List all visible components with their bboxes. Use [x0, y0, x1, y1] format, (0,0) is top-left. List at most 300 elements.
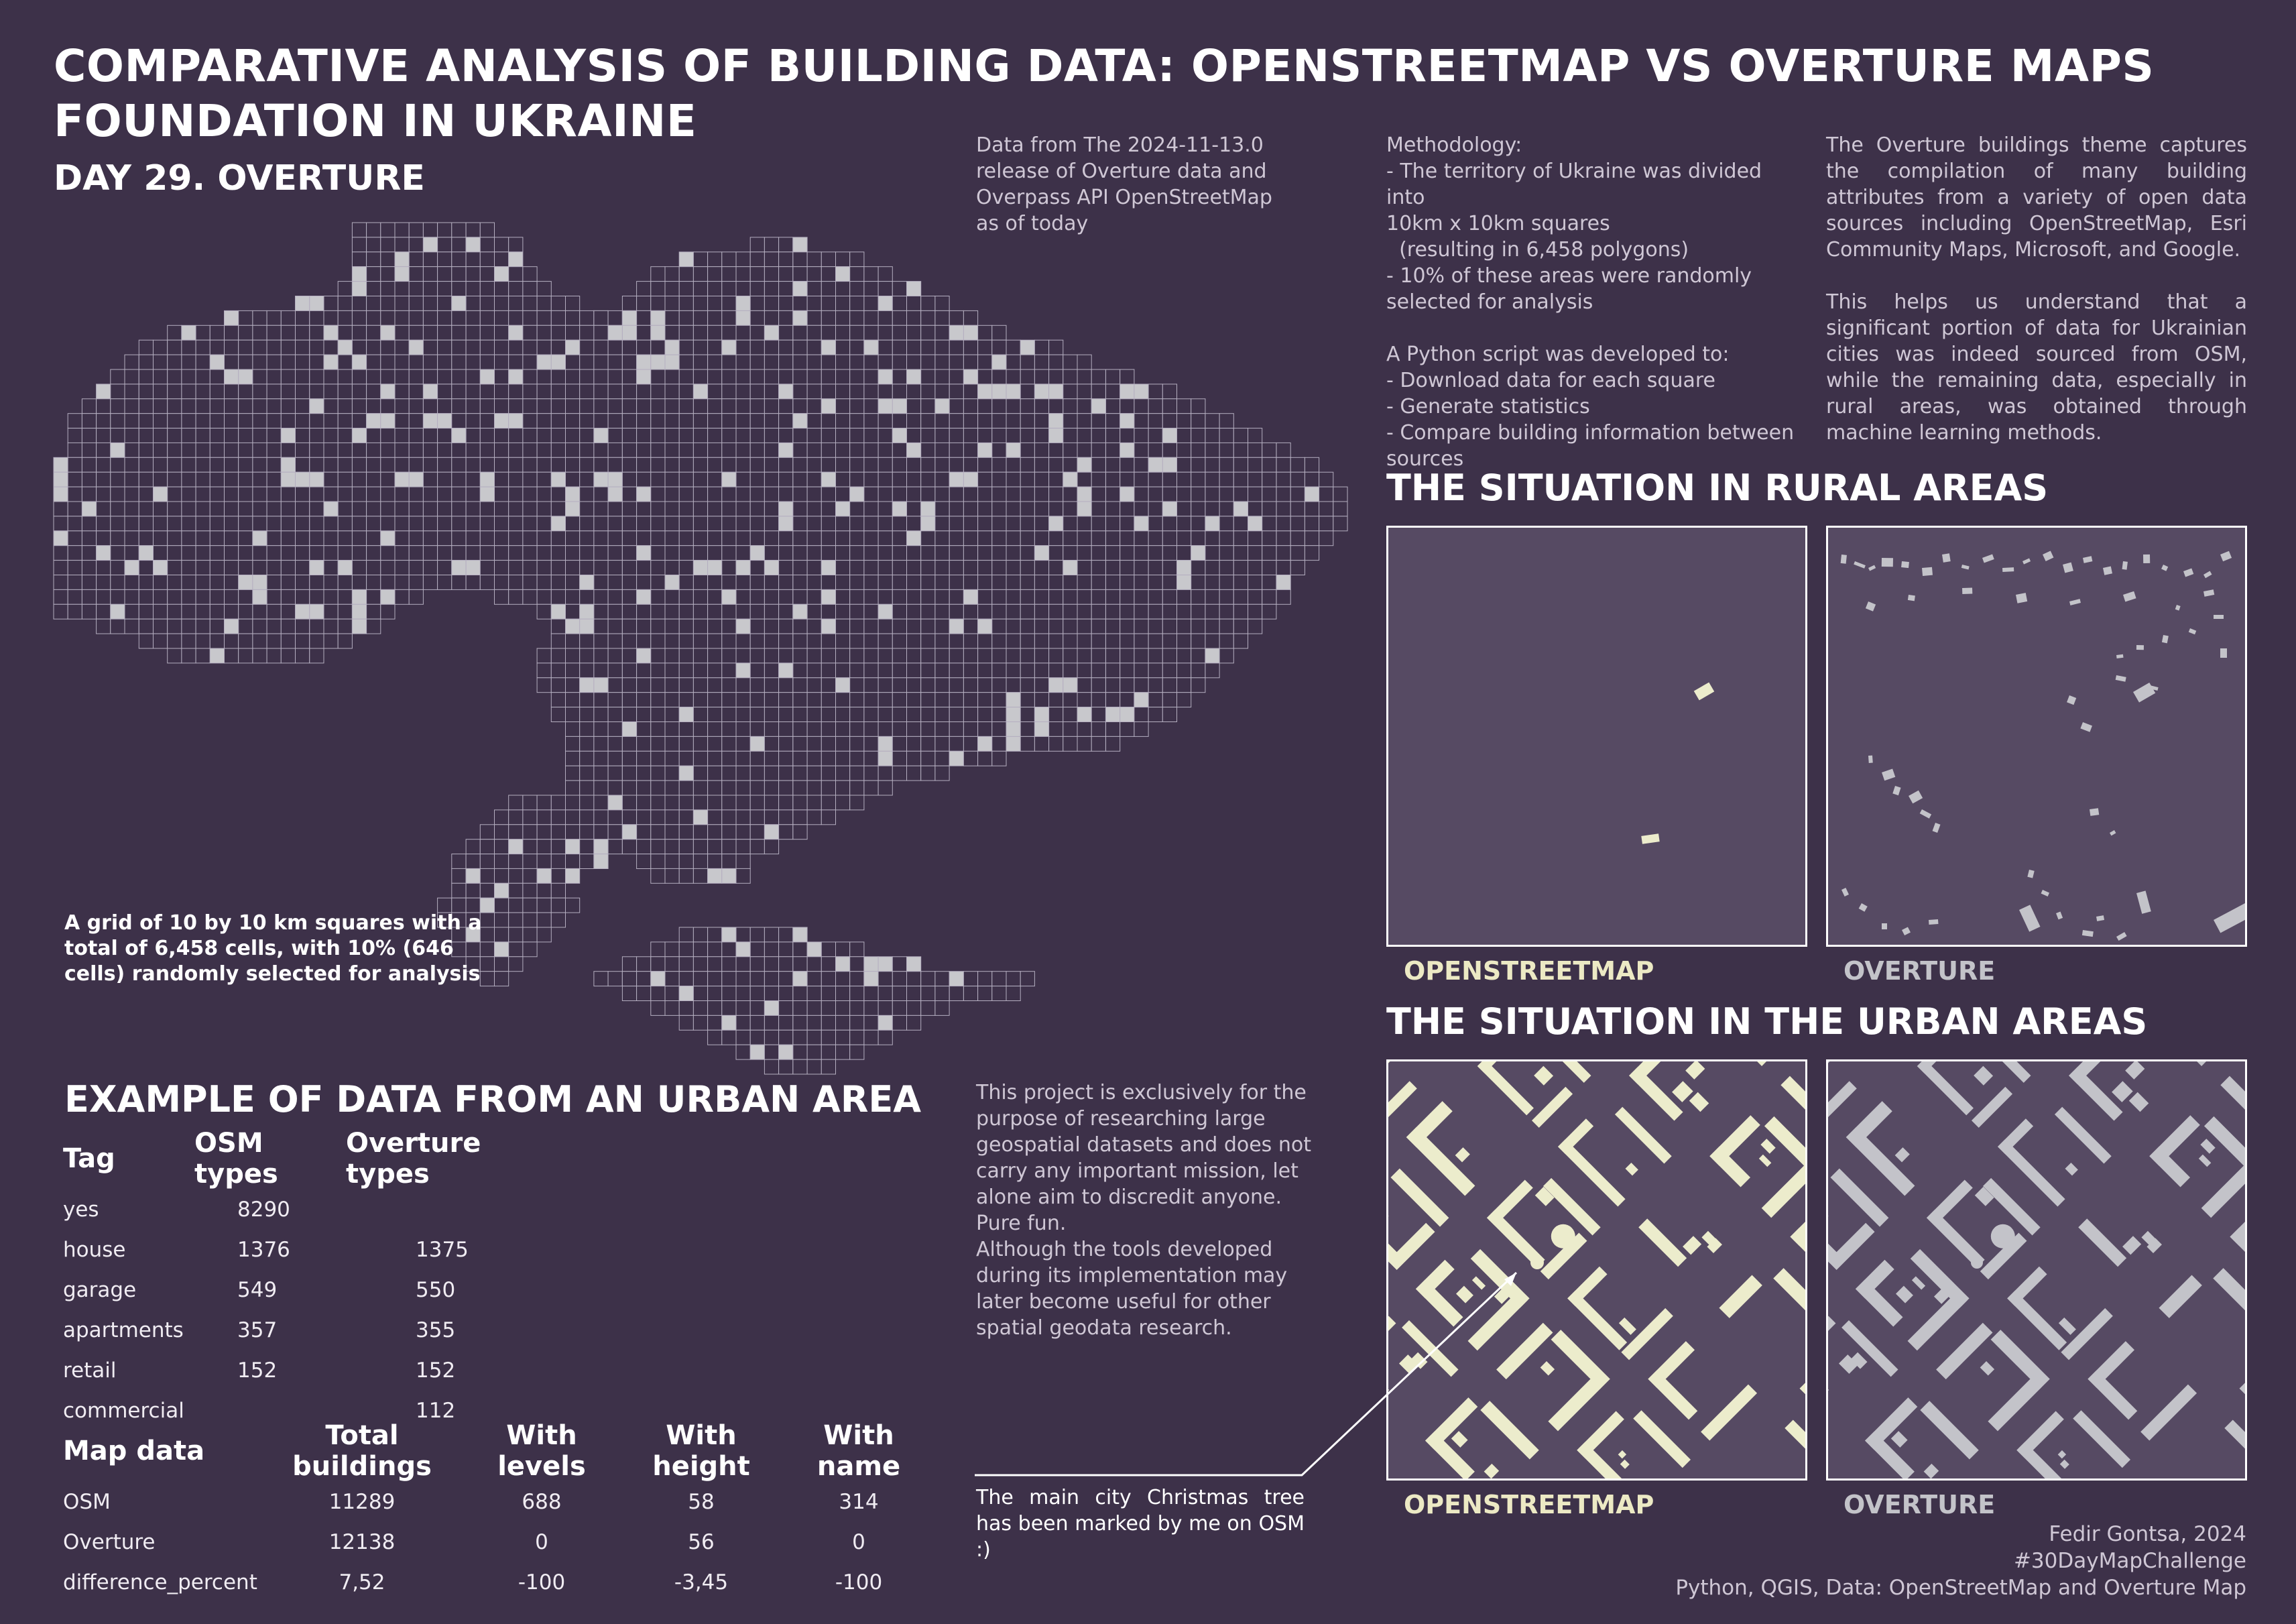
grid-cell	[154, 414, 168, 428]
grid-cell	[551, 810, 565, 825]
grid-cell	[679, 1001, 693, 1016]
map-caption-line: total of 6,458 cells, with 10% (646	[64, 937, 454, 960]
grid-cell	[722, 282, 736, 296]
methodology-line: - Download data for each square	[1386, 369, 1716, 392]
grid-cell	[892, 972, 906, 986]
grid-cell	[1233, 428, 1248, 443]
table-cell: 12138	[328, 1530, 396, 1554]
grid-cell	[637, 340, 651, 355]
grid-cell	[1191, 502, 1205, 516]
grid-cell	[722, 972, 736, 986]
grid-cell	[892, 531, 906, 546]
grid-cell	[665, 663, 679, 678]
grid-cell	[594, 369, 608, 384]
grid-cell	[1020, 693, 1034, 707]
grid-cell	[764, 839, 778, 854]
grid-cell	[125, 546, 139, 561]
grid-cell	[665, 502, 679, 516]
grid-cell	[637, 414, 651, 428]
grid-cell	[239, 648, 253, 663]
grid-cell	[864, 457, 878, 472]
grid-cell	[1049, 340, 1063, 355]
grid-cell	[1205, 502, 1219, 516]
grid-cell	[296, 619, 310, 634]
grid-cell	[1006, 457, 1020, 472]
grid-cell	[907, 502, 921, 516]
grid-cell	[594, 707, 608, 722]
grid-cell	[1091, 561, 1105, 575]
grid-cell	[523, 369, 537, 384]
grid-cell	[764, 942, 778, 957]
grid-cell	[1106, 428, 1120, 443]
grid-cell	[409, 589, 423, 604]
grid-cell	[1134, 707, 1148, 722]
grid-cell	[821, 736, 835, 751]
grid-cell	[310, 414, 324, 428]
grid-cell	[764, 296, 778, 311]
grid-cell	[168, 340, 182, 355]
selected-grid-cell	[921, 502, 935, 516]
grid-cell	[452, 399, 466, 414]
grid-cell	[637, 795, 651, 810]
grid-cell	[423, 531, 437, 546]
grid-cell	[750, 237, 764, 252]
grid-cell	[551, 619, 565, 634]
grid-cell	[1233, 457, 1248, 472]
grid-cell	[523, 355, 537, 369]
grid-cell	[864, 693, 878, 707]
grid-cell	[608, 428, 622, 443]
grid-cell	[864, 663, 878, 678]
credit-line: Python, QGIS, Data: OpenStreetMap and Overture Map	[1675, 1576, 2246, 1600]
grid-cell	[423, 340, 437, 355]
grid-cell	[480, 252, 494, 267]
grid-cell	[693, 487, 707, 502]
grid-cell	[750, 457, 764, 472]
building	[1719, 1275, 1762, 1318]
grid-cell	[864, 751, 878, 766]
grid-cell	[722, 252, 736, 267]
grid-cell	[793, 296, 807, 311]
selected-grid-cell	[1177, 561, 1191, 575]
grid-cell	[111, 575, 125, 590]
grid-cell	[1106, 531, 1120, 546]
grid-cell	[935, 472, 949, 487]
grid-cell	[594, 384, 608, 399]
selected-grid-cell	[594, 472, 608, 487]
grid-cell	[352, 369, 366, 384]
grid-cell	[665, 384, 679, 399]
grid-cell	[821, 722, 835, 737]
grid-cell	[296, 399, 310, 414]
grid-cell	[523, 868, 537, 883]
grid-cell	[935, 546, 949, 561]
grid-cell	[622, 678, 636, 693]
grid-cell	[992, 457, 1006, 472]
grid-cell	[764, 972, 778, 986]
grid-cell	[750, 634, 764, 648]
grid-cell	[367, 516, 381, 531]
grid-cell	[836, 310, 850, 325]
grid-cell	[1063, 457, 1077, 472]
building	[1388, 1081, 1417, 1118]
grid-cell	[409, 296, 423, 311]
grid-cell	[125, 604, 139, 619]
grid-cell	[338, 428, 352, 443]
grid-cell	[836, 399, 850, 414]
grid-cell	[580, 766, 594, 780]
overture-note-spacer	[1826, 263, 2247, 289]
grid-cell	[580, 428, 594, 443]
grid-cell	[992, 693, 1006, 707]
grid-cell	[779, 325, 793, 340]
grid-cell	[537, 546, 551, 561]
grid-cell	[708, 839, 722, 854]
grid-cell	[395, 428, 409, 443]
grid-cell	[1049, 369, 1063, 384]
grid-cell	[480, 561, 494, 575]
grid-cell	[168, 428, 182, 443]
grid-cell	[864, 986, 878, 1001]
grid-cell	[608, 663, 622, 678]
grid-cell	[1091, 678, 1105, 693]
grid-cell	[495, 487, 509, 502]
grid-cell	[850, 457, 864, 472]
grid-cell	[722, 487, 736, 502]
grid-cell	[878, 428, 892, 443]
selected-grid-cell	[736, 942, 750, 957]
selected-grid-cell	[622, 325, 636, 340]
grid-cell	[637, 457, 651, 472]
selected-grid-cell	[1006, 736, 1020, 751]
grid-cell	[210, 619, 224, 634]
grid-cell	[878, 986, 892, 1001]
grid-cell	[1034, 472, 1048, 487]
grid-cell	[97, 589, 111, 604]
grid-cell	[836, 282, 850, 296]
grid-cell	[779, 927, 793, 942]
selected-grid-cell	[210, 648, 224, 663]
grid-cell	[452, 310, 466, 325]
grid-cell	[338, 399, 352, 414]
grid-cell	[608, 502, 622, 516]
grid-cell	[466, 252, 480, 267]
building	[1982, 555, 1994, 563]
example-heading: EXAMPLE OF DATA FROM AN URBAN AREA	[64, 1078, 922, 1120]
grid-cell	[637, 561, 651, 575]
grid-cell	[580, 648, 594, 663]
grid-cell	[495, 325, 509, 340]
grid-cell	[1205, 575, 1219, 590]
grid-cell	[608, 355, 622, 369]
grid-cell	[154, 619, 168, 634]
building	[2133, 683, 2155, 703]
grid-cell	[836, 1030, 850, 1045]
grid-cell	[935, 722, 949, 737]
grid-cell	[708, 942, 722, 957]
grid-cell	[68, 428, 82, 443]
grid-cell	[892, 619, 906, 634]
grid-cell	[693, 1015, 707, 1030]
grid-cell	[651, 678, 665, 693]
selected-grid-cell	[892, 428, 906, 443]
grid-cell	[679, 1015, 693, 1030]
col-header: With levels	[497, 1420, 586, 1482]
grid-cell	[1106, 487, 1120, 502]
grid-cell	[1162, 707, 1176, 722]
grid-cell	[736, 589, 750, 604]
selected-grid-cell	[793, 282, 807, 296]
grid-cell	[125, 619, 139, 634]
grid-cell	[708, 707, 722, 722]
grid-cell	[807, 443, 821, 457]
grid-cell	[864, 619, 878, 634]
grid-cell	[296, 443, 310, 457]
grid-cell	[239, 340, 253, 355]
selected-grid-cell	[1134, 693, 1148, 707]
grid-cell	[693, 282, 707, 296]
selected-grid-cell	[637, 546, 651, 561]
grid-cell	[466, 310, 480, 325]
grid-cell	[1148, 678, 1162, 693]
grid-cell	[97, 487, 111, 502]
grid-cell	[821, 267, 835, 282]
selected-grid-cell	[310, 296, 324, 311]
grid-cell	[821, 296, 835, 311]
grid-cell	[807, 707, 821, 722]
grid-cell	[68, 502, 82, 516]
grid-cell	[963, 502, 977, 516]
grid-cell	[1134, 487, 1148, 502]
grid-cell	[1177, 531, 1191, 546]
grid-cell	[807, 516, 821, 531]
grid-cell	[722, 810, 736, 825]
grid-cell	[1020, 736, 1034, 751]
selected-grid-cell	[54, 531, 68, 546]
grid-cell	[466, 472, 480, 487]
grid-cell	[1248, 428, 1262, 443]
grid-cell	[338, 546, 352, 561]
grid-cell	[551, 898, 565, 913]
grid-cell	[921, 531, 935, 546]
grid-cell	[864, 369, 878, 384]
grid-cell	[963, 986, 977, 1001]
grid-cell	[68, 575, 82, 590]
grid-cell	[409, 399, 423, 414]
grid-cell	[836, 736, 850, 751]
grid-cell	[978, 487, 992, 502]
selected-grid-cell	[310, 561, 324, 575]
grid-cell	[1276, 472, 1290, 487]
grid-cell	[253, 414, 267, 428]
grid-cell	[225, 531, 239, 546]
grid-cell	[1319, 531, 1333, 546]
grid-cell	[793, 267, 807, 282]
grid-cell	[907, 546, 921, 561]
grid-cell	[1077, 619, 1091, 634]
grid-cell	[978, 340, 992, 355]
building	[2220, 648, 2227, 658]
grid-cell	[281, 399, 295, 414]
grid-cell	[1006, 575, 1020, 590]
table-row	[63, 1190, 560, 1230]
selected-grid-cell	[850, 487, 864, 502]
grid-cell	[807, 736, 821, 751]
grid-cell	[1305, 502, 1319, 516]
grid-cell	[736, 487, 750, 502]
grid-cell	[551, 531, 565, 546]
grid-cell	[1063, 589, 1077, 604]
grid-cell	[1134, 634, 1148, 648]
grid-cell	[821, 457, 835, 472]
grid-cell	[438, 252, 452, 267]
grid-cell	[466, 282, 480, 296]
grid-cell	[423, 310, 437, 325]
table-cell: 0	[535, 1530, 548, 1554]
grid-cell	[1233, 487, 1248, 502]
grid-cell	[693, 972, 707, 986]
grid-cell	[708, 252, 722, 267]
grid-cell	[466, 443, 480, 457]
grid-cell	[864, 267, 878, 282]
tag-table	[63, 1128, 560, 1431]
grid-cell	[1049, 589, 1063, 604]
disclaimer-line: during its implementation may	[976, 1264, 1288, 1287]
grid-cell	[992, 722, 1006, 737]
selected-grid-cell	[622, 310, 636, 325]
building	[1648, 1370, 1697, 1419]
grid-cell	[310, 516, 324, 531]
grid-cell	[1219, 634, 1233, 648]
grid-cell	[1049, 487, 1063, 502]
grid-cell	[395, 237, 409, 252]
grid-cell	[679, 722, 693, 737]
grid-cell	[566, 296, 580, 311]
grid-cell	[338, 282, 352, 296]
grid-cell	[736, 1030, 750, 1045]
grid-cell	[1177, 516, 1191, 531]
grid-cell	[1134, 589, 1148, 604]
grid-cell	[693, 589, 707, 604]
grid-cell	[921, 693, 935, 707]
grid-cell	[409, 487, 423, 502]
grid-cell	[935, 575, 949, 590]
grid-cell	[878, 282, 892, 296]
grid-cell	[708, 1015, 722, 1030]
grid-cell	[708, 340, 722, 355]
grid-cell	[963, 546, 977, 561]
grid-cell	[665, 839, 679, 854]
grid-cell	[466, 267, 480, 282]
grid-cell	[367, 237, 381, 252]
grid-cell	[1177, 487, 1191, 502]
grid-cell	[892, 751, 906, 766]
grid-cell	[409, 384, 423, 399]
grid-cell	[566, 457, 580, 472]
grid-cell	[509, 310, 523, 325]
grid-cell	[125, 516, 139, 531]
grid-cell	[736, 854, 750, 869]
grid-cell	[324, 604, 338, 619]
grid-cell	[1248, 589, 1262, 604]
grid-cell	[196, 399, 210, 414]
grid-cell	[338, 296, 352, 311]
grid-cell	[622, 443, 636, 457]
grid-cell	[864, 310, 878, 325]
grid-cell	[1091, 502, 1105, 516]
grid-cell	[367, 340, 381, 355]
grid-cell	[1049, 531, 1063, 546]
grid-cell	[68, 589, 82, 604]
grid-cell	[338, 589, 352, 604]
selected-grid-cell	[1077, 707, 1091, 722]
grid-cell	[622, 663, 636, 678]
grid-cell	[267, 443, 281, 457]
grid-cell	[708, 296, 722, 311]
grid-cell	[665, 604, 679, 619]
grid-cell	[537, 428, 551, 443]
grid-cell	[267, 619, 281, 634]
selected-grid-cell	[793, 972, 807, 986]
grid-cell	[1120, 399, 1134, 414]
grid-cell	[850, 355, 864, 369]
grid-cell	[821, 325, 835, 340]
building	[1621, 1308, 1673, 1360]
grid-cell	[566, 722, 580, 737]
grid-cell	[196, 369, 210, 384]
grid-cell	[608, 399, 622, 414]
building	[2224, 1419, 2245, 1477]
grid-cell	[1006, 648, 1020, 663]
selected-grid-cell	[1006, 443, 1020, 457]
selected-grid-cell	[409, 340, 423, 355]
grid-cell	[580, 355, 594, 369]
grid-cell	[807, 267, 821, 282]
grid-cell	[679, 678, 693, 693]
grid-cell	[750, 972, 764, 986]
grid-cell	[779, 707, 793, 722]
selected-grid-cell	[381, 414, 395, 428]
grid-cell	[296, 531, 310, 546]
grid-cell	[1305, 472, 1319, 487]
grid-cell	[423, 369, 437, 384]
building	[2203, 589, 2214, 597]
grid-cell	[381, 282, 395, 296]
grid-cell	[935, 561, 949, 575]
grid-cell	[679, 457, 693, 472]
grid-cell	[68, 604, 82, 619]
grid-cell	[296, 355, 310, 369]
grid-cell	[1077, 384, 1091, 399]
grid-cell	[1063, 604, 1077, 619]
grid-cell	[836, 751, 850, 766]
building	[2059, 1318, 2076, 1335]
selected-grid-cell	[679, 707, 693, 722]
selected-grid-cell	[793, 414, 807, 428]
grid-cell	[722, 384, 736, 399]
grid-cell	[281, 619, 295, 634]
grid-cell	[907, 296, 921, 311]
building	[2136, 890, 2151, 914]
grid-cell	[537, 648, 551, 663]
grid-cell	[992, 443, 1006, 457]
building	[1618, 1450, 1626, 1458]
grid-cell	[409, 282, 423, 296]
grid-cell	[466, 546, 480, 561]
grid-cell	[68, 487, 82, 502]
grid-cell	[466, 223, 480, 237]
building	[2193, 1061, 2245, 1066]
